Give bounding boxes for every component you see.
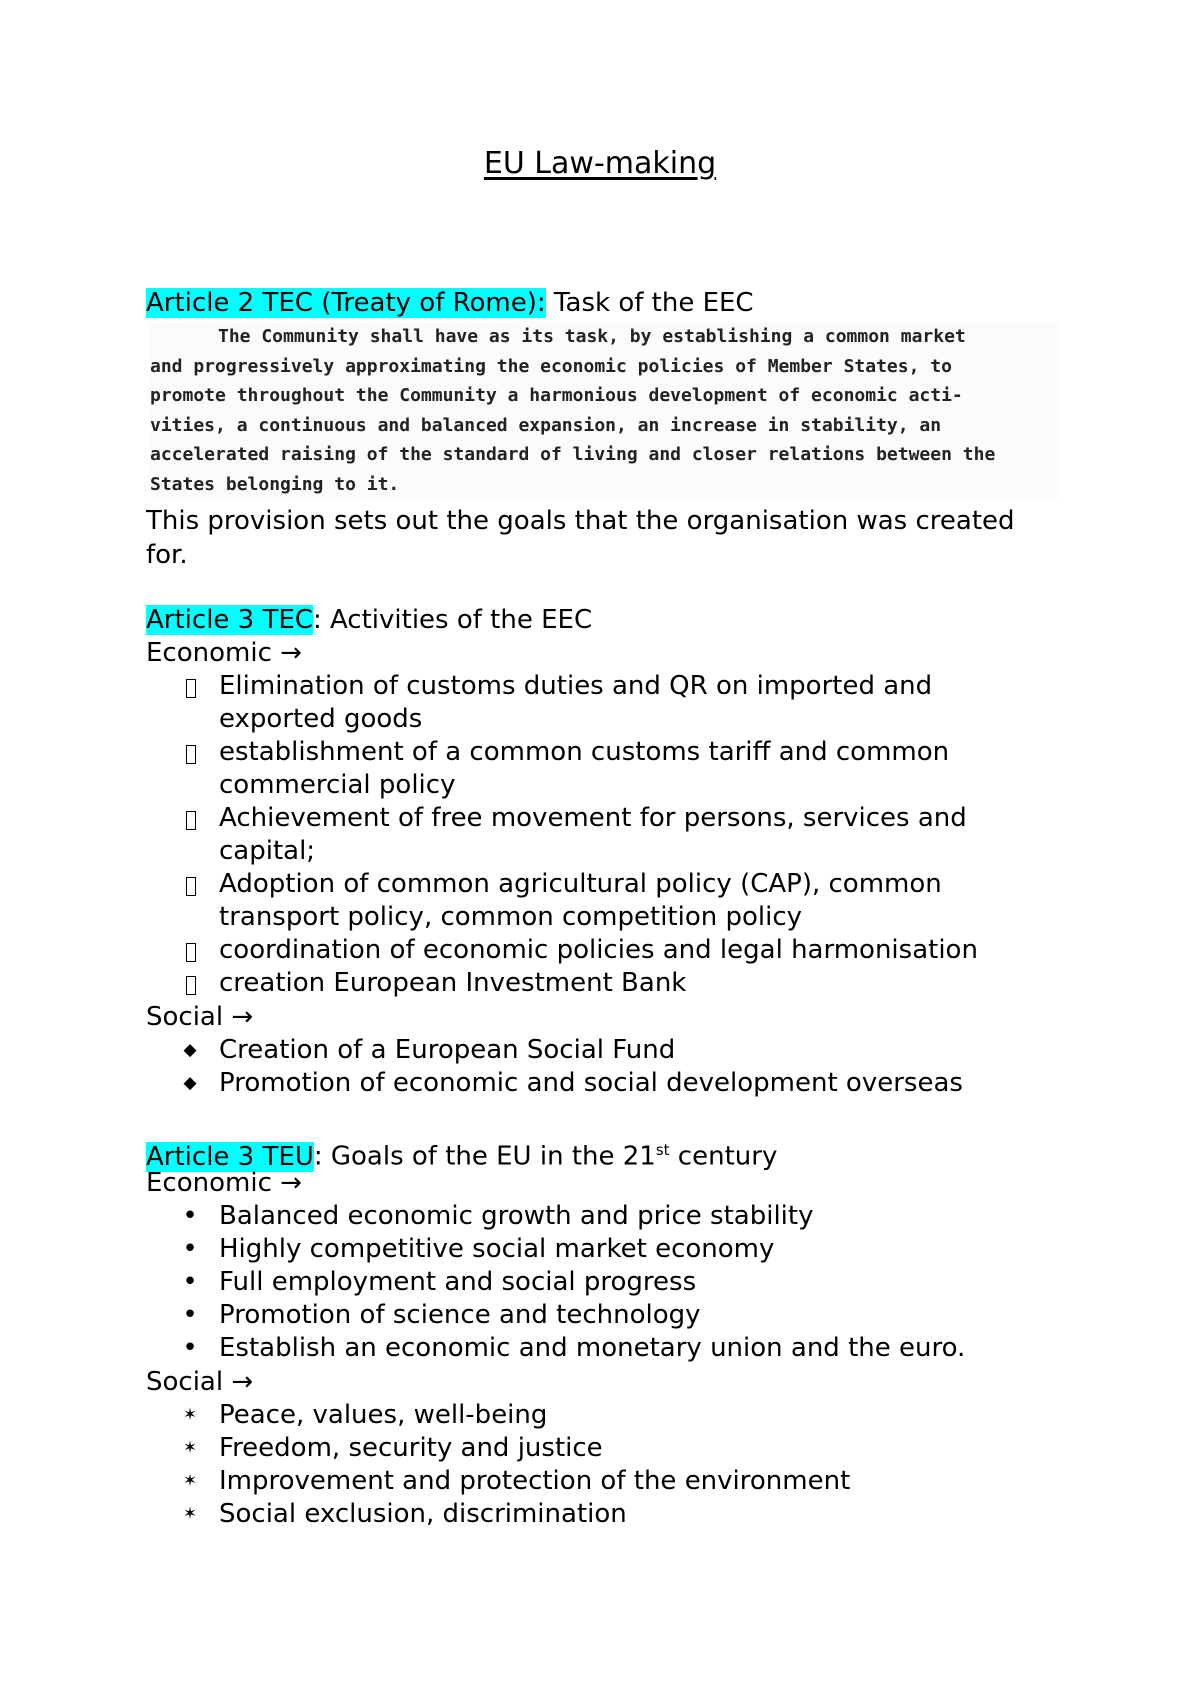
star-bullet-icon: ✶ — [182, 1405, 198, 1425]
star-bullet-icon: ✶ — [182, 1438, 198, 1458]
star-bullet-icon: ✶ — [182, 1471, 198, 1491]
list-item-text: coordination of economic policies and legal harmonisation — [219, 935, 978, 965]
dot-bullet-icon: • — [182, 1333, 198, 1363]
quote-line: The Community shall have as its task, by establishing a common market — [218, 326, 966, 347]
list-item-text: Highly competitive social market economy — [219, 1234, 775, 1264]
quote-line: promote throughout the Community a harmonious development of economic acti- — [150, 385, 963, 406]
missing-glyph-bullet-icon — [186, 943, 196, 962]
quote-line: vities, a continuous and balanced expansion, an increase in stability, an — [150, 414, 942, 436]
missing-glyph-bullet-icon — [186, 811, 196, 830]
list-item-text: Elimination of customs duties and QR on imported and — [219, 671, 933, 701]
list-item-text: Full employment and social progress — [219, 1267, 697, 1297]
list-item-text: creation European Investment Bank — [219, 968, 687, 998]
diamond-bullet-icon: ◆ — [183, 1073, 197, 1093]
social-label: Social → — [146, 1002, 254, 1032]
heading-superscript: st — [655, 1141, 670, 1159]
heading-highlight: Article 3 TEC — [146, 605, 313, 635]
list-item-text: Balanced economic growth and price stability — [219, 1201, 814, 1231]
document-title: EU Law-making — [483, 146, 717, 181]
economic-label: Economic → — [146, 1168, 302, 1198]
heading-text: Task of the EEC — [545, 288, 754, 318]
heading-text-end: century — [669, 1141, 778, 1172]
list-item-text: Social exclusion, discrimination — [219, 1499, 627, 1529]
dot-bullet-icon: • — [182, 1267, 198, 1297]
heading-highlight: Article 3 TEU — [146, 1141, 314, 1172]
explanation-paragraph: This provision sets out the goals that the organisation was created for. — [146, 506, 1015, 570]
list-item-text: establishment of a common customs tariff and common — [219, 737, 950, 767]
list-item-text: Adoption of common agricultural policy (CAP), common — [219, 869, 942, 899]
list-item-text: commercial policy — [219, 770, 456, 800]
list-item-text: Freedom, security and justice — [219, 1433, 603, 1463]
quote-line: and progressively approximating the economic policies of Member States, to — [150, 355, 952, 377]
list-item-text: Peace, values, well-being — [219, 1400, 548, 1430]
missing-glyph-bullet-icon — [186, 877, 196, 896]
section-heading-article-2-tec — [146, 286, 754, 320]
list-item-text: transport policy, common competition policy — [219, 902, 803, 932]
quote-line: States belonging to it. — [150, 473, 400, 495]
list-item-text: Achievement of free movement for persons, services and — [219, 803, 967, 833]
heading-highlight: Article 2 TEC (Treaty of Rome): — [146, 288, 546, 318]
economic-label: Economic → — [146, 638, 302, 668]
section-heading-article-3-tec — [146, 603, 592, 637]
list-item-text: capital; — [219, 836, 316, 866]
missing-glyph-bullet-icon — [186, 976, 196, 995]
quoted-treaty-text — [150, 322, 1060, 499]
dot-bullet-icon: • — [182, 1234, 198, 1264]
social-label: Social → — [146, 1367, 254, 1397]
missing-glyph-bullet-icon — [186, 745, 196, 764]
list-item-text: Improvement and protection of the environment — [219, 1466, 851, 1496]
list-item-text: Establish an economic and monetary union and the euro. — [219, 1333, 966, 1363]
list-item-text: Promotion of economic and social development overseas — [219, 1068, 963, 1098]
quote-line: accelerated raising of the standard of living and closer relations between the — [150, 444, 996, 465]
heading-text: : Activities of the EEC — [312, 605, 593, 635]
dot-bullet-icon: • — [182, 1201, 198, 1231]
star-bullet-icon: ✶ — [182, 1504, 198, 1524]
diamond-bullet-icon: ◆ — [183, 1040, 197, 1060]
missing-glyph-bullet-icon — [186, 679, 196, 698]
list-item-text: Promotion of science and technology — [219, 1300, 701, 1330]
list-item-text: exported goods — [219, 704, 423, 734]
dot-bullet-icon: • — [182, 1300, 198, 1330]
heading-text: : Goals of the EU in the 21 — [313, 1141, 656, 1172]
list-item-text: Creation of a European Social Fund — [219, 1035, 676, 1065]
